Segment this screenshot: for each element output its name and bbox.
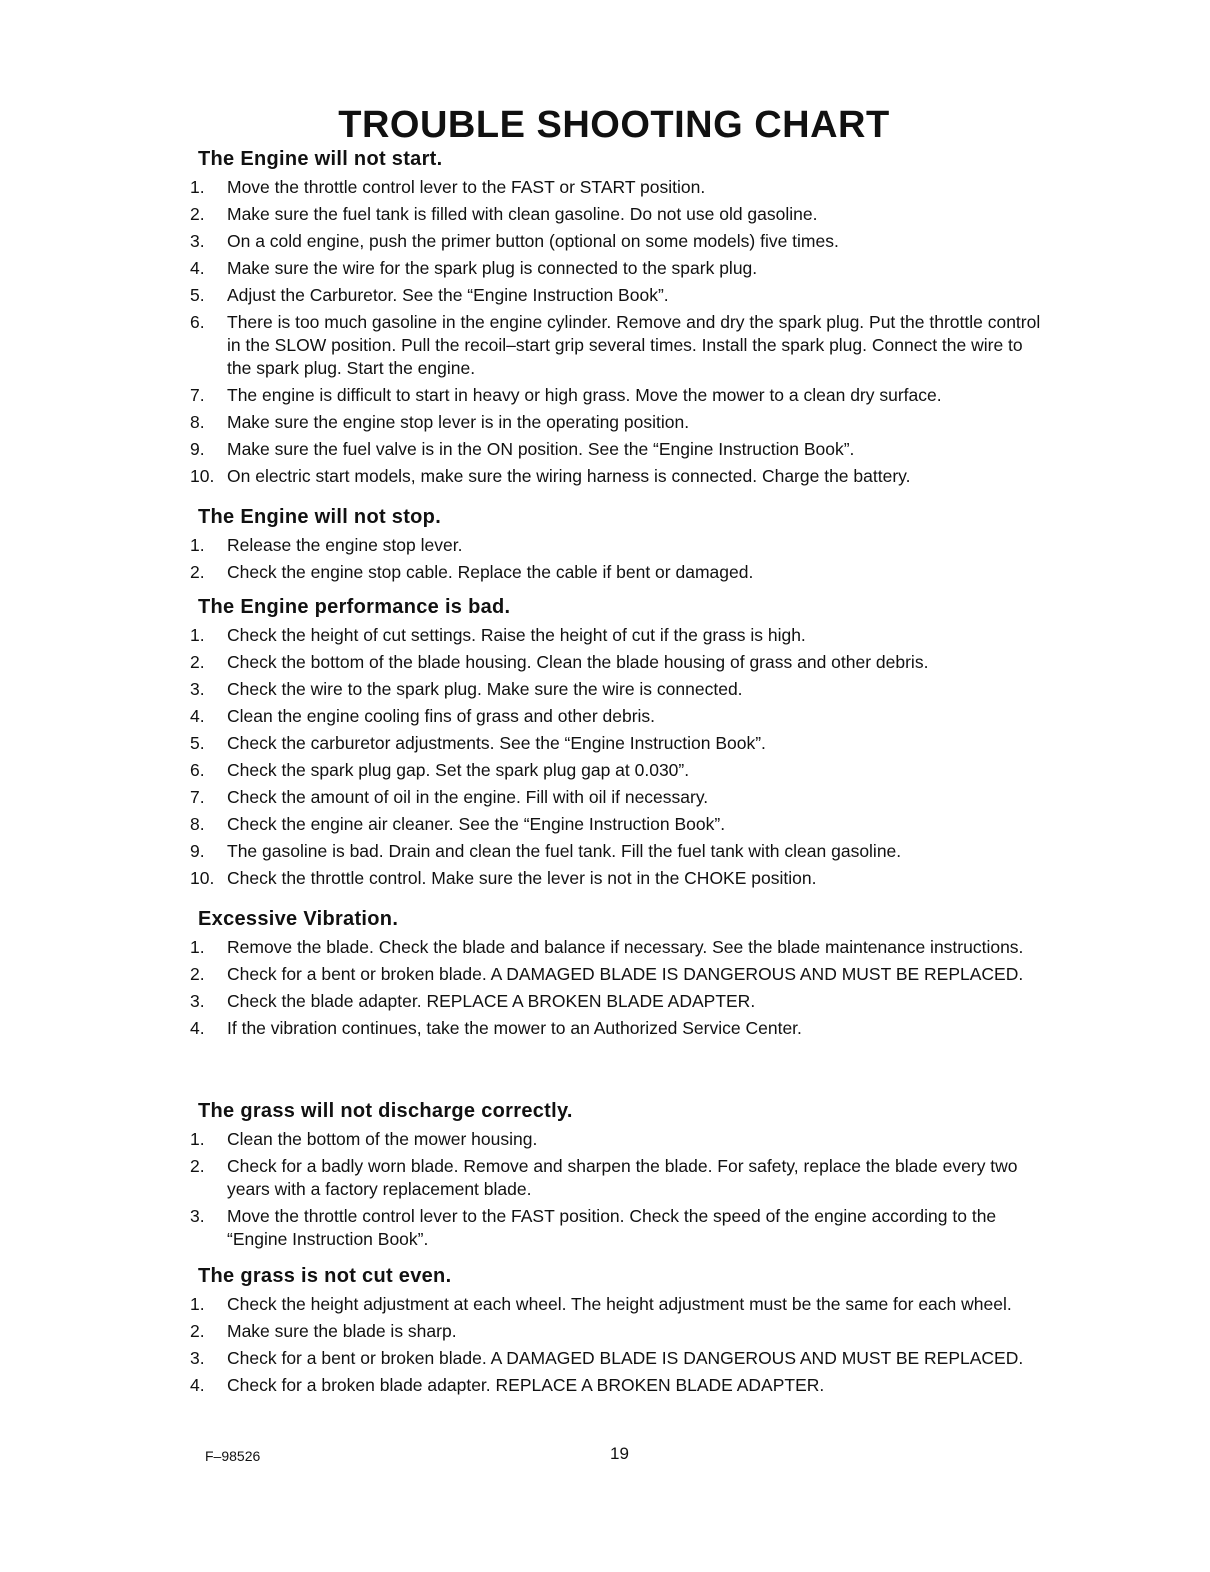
- numbered-list: [190, 936, 1050, 1040]
- list-item: [190, 759, 1050, 782]
- list-item: [190, 1320, 1050, 1343]
- item-number: 9.: [190, 841, 205, 861]
- document-code: F–98526: [205, 1448, 261, 1464]
- item-text: Check for a bent or broken blade. A DAMAGED BLADE IS DANGEROUS AND MUST BE REPLACED.: [227, 964, 1024, 984]
- list-item: [190, 732, 1050, 755]
- list-item: [190, 534, 1050, 557]
- item-text: Check the height adjustment at each wheel. The height adjustment must be the same for each wheel.: [227, 1294, 1012, 1314]
- item-text: Make sure the wire for the spark plug is connected to the spark plug.: [227, 258, 758, 278]
- list-item: [190, 176, 1050, 199]
- list-item: [190, 257, 1050, 280]
- list-item: [190, 1128, 1050, 1151]
- item-number: 10.: [190, 868, 215, 888]
- list-item: [190, 1155, 1050, 1201]
- item-text: Make sure the fuel tank is filled with clean gasoline. Do not use old gasoline.: [227, 204, 818, 224]
- item-text: There is too much gasoline in the engine cylinder. Remove and dry the spark plug. Put the throttle control in the SLOW position. Pull the recoil–start grip several times. Install the spark plug. Connect the wire to the spark plug. Start the engine.: [227, 312, 1041, 378]
- item-text: Check the engine stop cable. Replace the cable if bent or damaged.: [227, 562, 754, 582]
- item-number: 1.: [190, 937, 205, 957]
- item-text: Make sure the fuel valve is in the ON position. See the “Engine Instruction Book”.: [227, 439, 855, 459]
- list-item: [190, 384, 1050, 407]
- section-grass-not-cut-even: [190, 1263, 1050, 1401]
- item-number: 10.: [190, 466, 215, 486]
- item-number: 2.: [190, 1156, 205, 1176]
- item-number: 3.: [190, 1206, 205, 1226]
- section-heading: The Engine performance is bad.: [198, 596, 511, 618]
- section-heading: The Engine will not stop.: [198, 506, 442, 528]
- list-item: [190, 651, 1050, 674]
- item-text: On electric start models, make sure the wiring harness is connected. Charge the battery.: [227, 466, 911, 486]
- item-text: Release the engine stop lever.: [227, 535, 463, 555]
- item-text: Move the throttle control lever to the FAST position. Check the speed of the engine according to the “Engine Instruction Book”.: [227, 1206, 997, 1249]
- item-text: Check the blade adapter. REPLACE A BROKEN BLADE ADAPTER.: [227, 991, 756, 1011]
- list-item: [190, 561, 1050, 584]
- item-number: 1.: [190, 177, 205, 197]
- numbered-list: [190, 534, 1050, 584]
- page-title: TROUBLE SHOOTING CHART: [338, 104, 890, 146]
- numbered-list: [190, 624, 1050, 890]
- list-item: [190, 438, 1050, 461]
- item-number: 2.: [190, 652, 205, 672]
- list-item: [190, 867, 1050, 890]
- item-number: 1.: [190, 1129, 205, 1149]
- item-number: 2.: [190, 204, 205, 224]
- section-heading: The grass is not cut even.: [198, 1265, 452, 1287]
- item-number: 9.: [190, 439, 205, 459]
- item-text: Clean the engine cooling fins of grass and other debris.: [227, 706, 656, 726]
- item-text: Check the spark plug gap. Set the spark plug gap at 0.030”.: [227, 760, 690, 780]
- list-item: [190, 840, 1050, 863]
- section-heading: The Engine will not start.: [198, 148, 443, 170]
- item-number: 5.: [190, 733, 205, 753]
- list-item: [190, 813, 1050, 836]
- list-item: [190, 465, 1050, 488]
- list-item: [190, 230, 1050, 253]
- item-text: Clean the bottom of the mower housing.: [227, 1129, 538, 1149]
- list-item: [190, 284, 1050, 307]
- item-number: 3.: [190, 679, 205, 699]
- item-text: Move the throttle control lever to the FAST or START position.: [227, 177, 706, 197]
- item-text: Adjust the Carburetor. See the “Engine Instruction Book”.: [227, 285, 669, 305]
- item-number: 1.: [190, 625, 205, 645]
- item-text: Check the wire to the spark plug. Make sure the wire is connected.: [227, 679, 743, 699]
- list-item: [190, 311, 1050, 380]
- item-number: 4.: [190, 258, 205, 278]
- item-text: Remove the blade. Check the blade and balance if necessary. See the blade maintenance instructions.: [227, 937, 1024, 957]
- item-text: Check the throttle control. Make sure the lever is not in the CHOKE position.: [227, 868, 817, 888]
- item-number: 2.: [190, 562, 205, 582]
- item-number: 6.: [190, 312, 205, 332]
- section-heading: Excessive Vibration.: [198, 908, 399, 930]
- list-item: [190, 936, 1050, 959]
- list-item: [190, 1205, 1050, 1251]
- item-text: Make sure the engine stop lever is in the operating position.: [227, 412, 690, 432]
- item-text: Check for a broken blade adapter. REPLACE A BROKEN BLADE ADAPTER.: [227, 1375, 825, 1395]
- list-item: [190, 1374, 1050, 1397]
- section-excessive-vibration: [190, 906, 1050, 1044]
- item-text: If the vibration continues, take the mower to an Authorized Service Center.: [227, 1018, 802, 1038]
- list-item: [190, 624, 1050, 647]
- item-text: Check the carburetor adjustments. See the “Engine Instruction Book”.: [227, 733, 766, 753]
- page-number: 19: [610, 1444, 629, 1463]
- list-item: [190, 1347, 1050, 1370]
- item-number: 1.: [190, 1294, 205, 1314]
- list-item: [190, 411, 1050, 434]
- numbered-list: [190, 1128, 1050, 1251]
- item-text: The gasoline is bad. Drain and clean the fuel tank. Fill the fuel tank with clean gasoline.: [227, 841, 902, 861]
- item-text: Check the engine air cleaner. See the “Engine Instruction Book”.: [227, 814, 726, 834]
- item-number: 3.: [190, 991, 205, 1011]
- list-item: [190, 1293, 1050, 1316]
- item-number: 2.: [190, 1321, 205, 1341]
- item-text: On a cold engine, push the primer button (optional on some models) five times.: [227, 231, 839, 251]
- item-number: 4.: [190, 706, 205, 726]
- list-item: [190, 990, 1050, 1013]
- list-item: [190, 963, 1050, 986]
- list-item: [190, 705, 1050, 728]
- section-engine-will-not-stop: [190, 504, 1050, 588]
- item-text: Check the height of cut settings. Raise the height of cut if the grass is high.: [227, 625, 806, 645]
- item-number: 6.: [190, 760, 205, 780]
- item-number: 3.: [190, 231, 205, 251]
- item-number: 1.: [190, 535, 205, 555]
- item-text: The engine is difficult to start in heavy or high grass. Move the mower to a clean dry surface.: [227, 385, 942, 405]
- section-engine-performance-bad: [190, 594, 1050, 894]
- numbered-list: [190, 1293, 1050, 1397]
- item-number: 3.: [190, 1348, 205, 1368]
- item-text: Check the amount of oil in the engine. Fill with oil if necessary.: [227, 787, 709, 807]
- item-text: Check for a bent or broken blade. A DAMAGED BLADE IS DANGEROUS AND MUST BE REPLACED.: [227, 1348, 1024, 1368]
- item-text: Make sure the blade is sharp.: [227, 1321, 457, 1341]
- section-grass-not-discharge: [190, 1098, 1050, 1255]
- item-number: 7.: [190, 385, 205, 405]
- list-item: [190, 678, 1050, 701]
- item-text: Check for a badly worn blade. Remove and sharpen the blade. For safety, replace the blade every two years with a factory replacement blade.: [227, 1156, 1018, 1199]
- item-number: 8.: [190, 814, 205, 834]
- item-number: 7.: [190, 787, 205, 807]
- list-item: [190, 786, 1050, 809]
- list-item: [190, 1017, 1050, 1040]
- section-heading: The grass will not discharge correctly.: [198, 1100, 573, 1122]
- item-number: 4.: [190, 1375, 205, 1395]
- item-number: 5.: [190, 285, 205, 305]
- item-number: 8.: [190, 412, 205, 432]
- list-item: [190, 203, 1050, 226]
- item-number: 4.: [190, 1018, 205, 1038]
- numbered-list: [190, 176, 1050, 488]
- section-engine-will-not-start: [190, 146, 1050, 492]
- item-text: Check the bottom of the blade housing. Clean the blade housing of grass and other debris.: [227, 652, 929, 672]
- item-number: 2.: [190, 964, 205, 984]
